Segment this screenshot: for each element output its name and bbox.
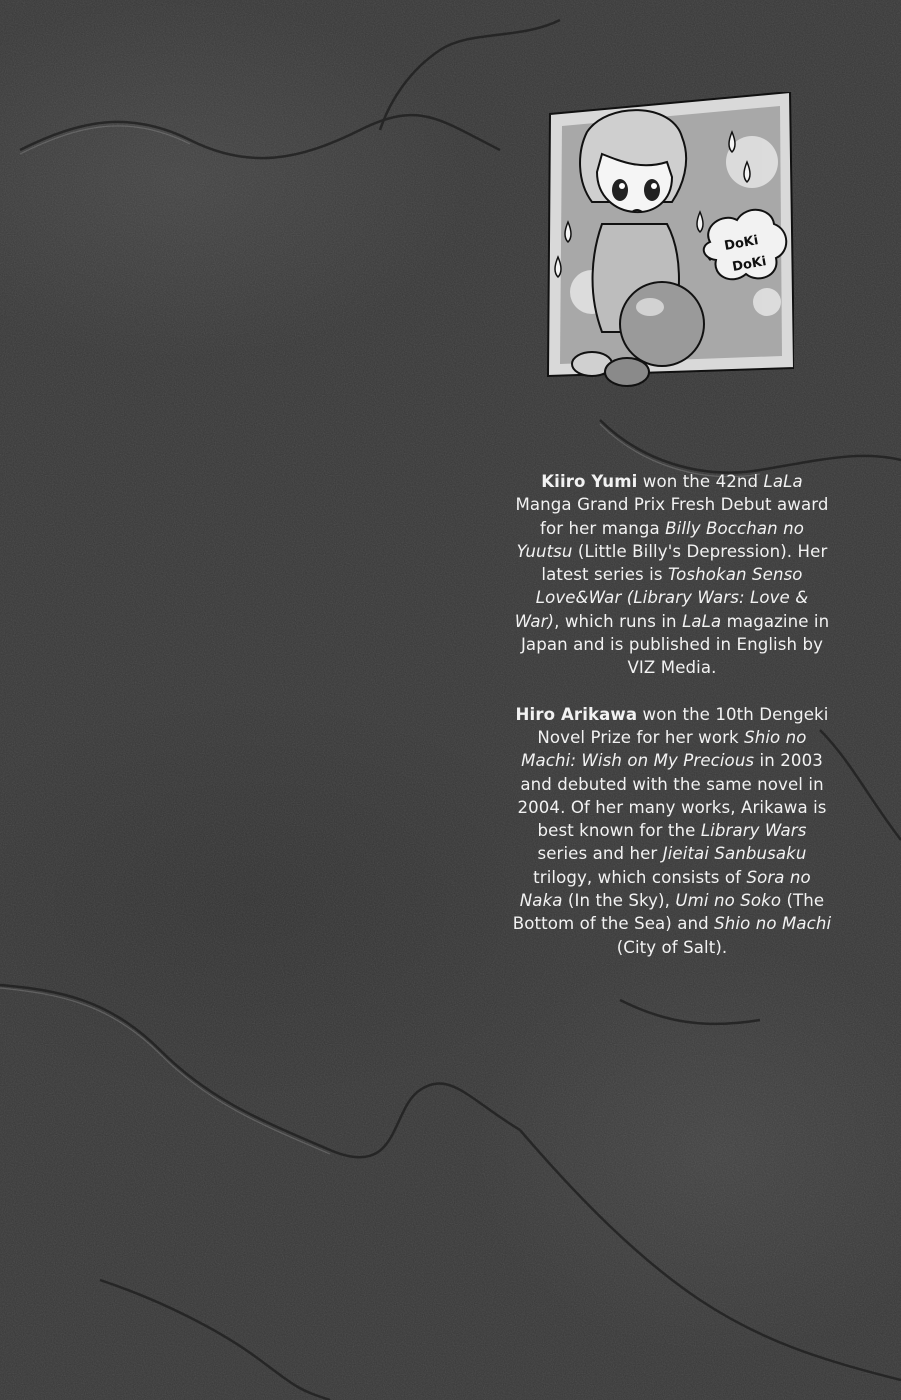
- bio-italic: LaLa: [763, 472, 803, 491]
- bio-text: (City of Salt).: [616, 937, 728, 957]
- sfx-text-line1: DoKi: [723, 233, 760, 254]
- bio-italic: Jieitai Sanbusaku: [662, 844, 807, 864]
- bio-italic: Umi no Soko: [675, 891, 782, 911]
- bio-text: (The Bottom of the Sea) and: [512, 891, 825, 934]
- bio-italic: LaLa: [682, 611, 722, 631]
- bio-italic: Shio no Machi: [714, 914, 832, 934]
- bio-text: trilogy, which consists of: [533, 867, 747, 887]
- bio-italic: Library Wars: [700, 821, 807, 841]
- author-name: Hiro Arikawa: [515, 704, 638, 724]
- bio-text: , which runs in: [554, 611, 683, 631]
- author-bios: [512, 470, 832, 982]
- author-name: Kiiro Yumi: [541, 472, 638, 491]
- sfx-text-line2: DoKi: [731, 254, 768, 275]
- bio-text: (In the Sky),: [562, 891, 676, 911]
- bio-text: series and her: [537, 844, 663, 864]
- bio-italic: Toshokan Senso Love&War (Library Wars: Love & War): [514, 565, 809, 631]
- bio-italic: Billy Bocchan no Yuutsu: [516, 518, 804, 561]
- bio-italic: Sora no Naka: [519, 867, 811, 911]
- bio-hiro-arikawa: [512, 703, 832, 959]
- bio-kiiro-yumi: [512, 470, 832, 680]
- bio-text: won the 42nd: [637, 472, 764, 491]
- bio-text: Manga Grand Prix Fresh Debut award for her manga: [515, 495, 829, 538]
- bio-text: magazine in Japan and is published in English by VIZ Media.: [520, 611, 830, 678]
- bio-text: in 2003 and debuted with the same novel in 2004. Of her many works, Arikawa is best known for the: [517, 751, 827, 841]
- chibi-illustration: [532, 92, 794, 410]
- bio-text: won the 10th Dengeki Novel Prize for her work: [537, 704, 829, 747]
- bio-text: (Little Billy's Depression). Her latest series is: [541, 541, 828, 585]
- bio-italic: Shio no Machi: Wish on My Precious: [521, 727, 807, 771]
